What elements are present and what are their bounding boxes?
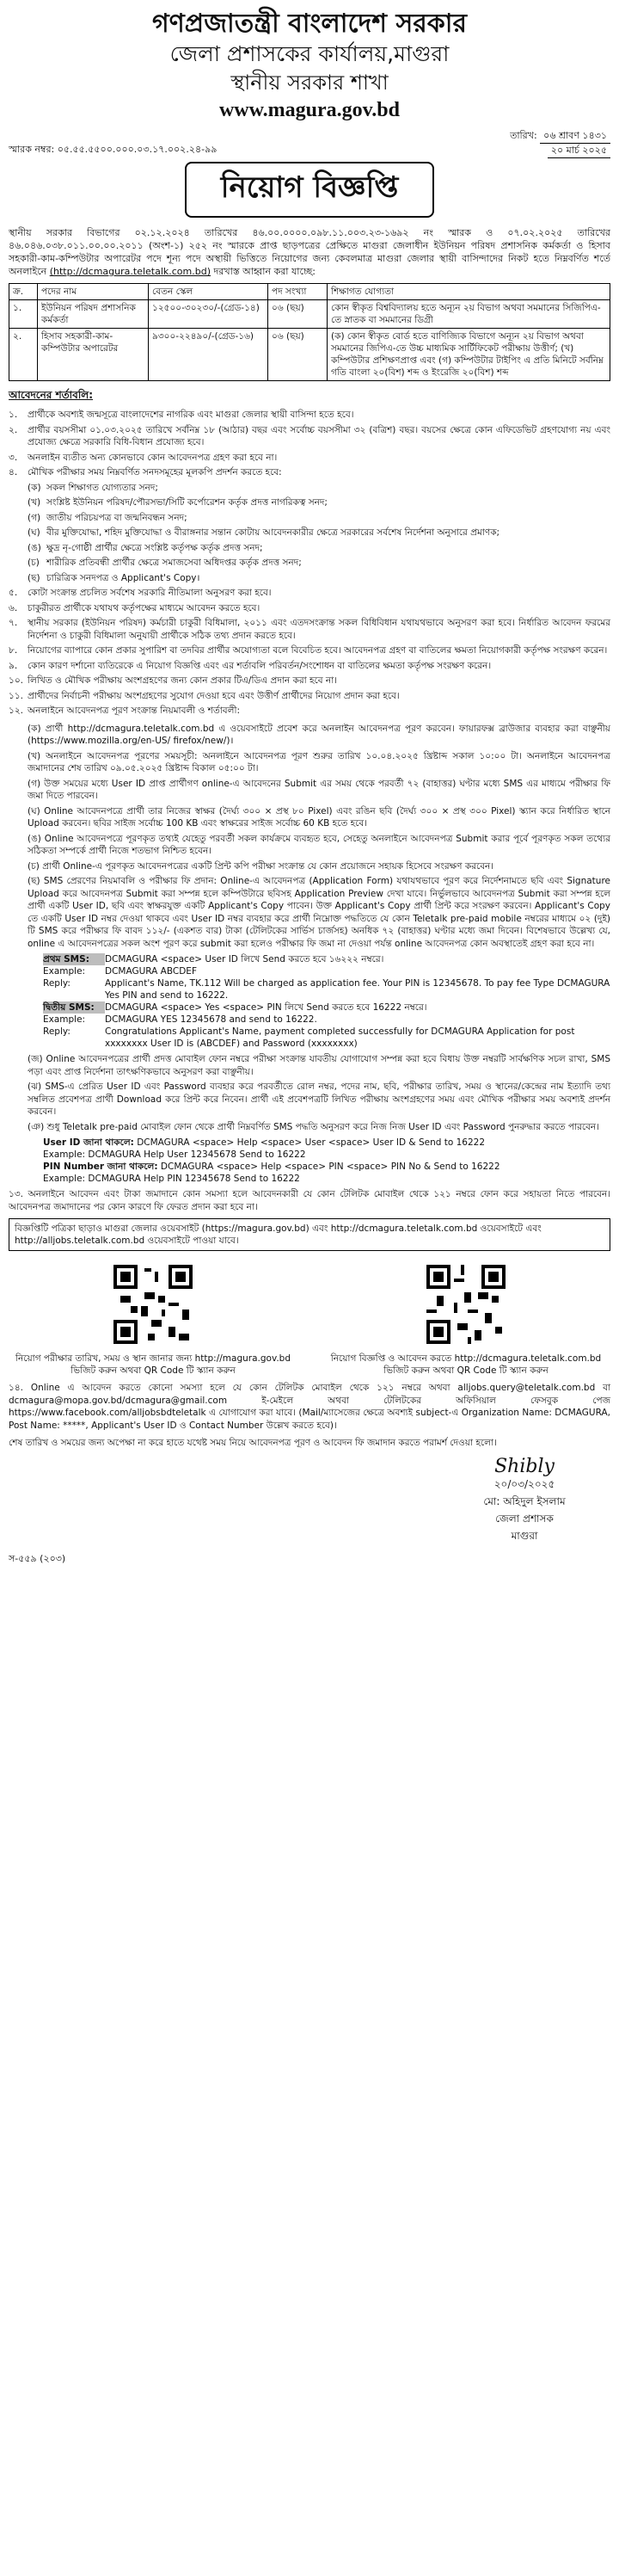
- intro-paragraph: [9, 226, 610, 278]
- item-text: প্রার্থীদের নির্বাচনী পরীক্ষায় অংশগ্রহণের সুযোগ দেওয়া হবে এবং উত্তীর্ণ প্রার্থীদের নিয়োগ প্রদান করা হবে।: [28, 690, 400, 701]
- item-text: শারীরিক প্রতিবন্ধী প্রার্থীর ক্ষেত্রে সমাজসেবা অধিদপ্তর কর্তৃক প্রদত্ত সনদ;: [46, 558, 302, 568]
- online-rule: (ঝ) SMS-এ প্রেরিত User ID এবং Password ব্যবহার করে পরবর্তীতে রোল নম্বর, পদের নাম, ছবি, পরীক্ষার তারিখ, সময় ও স্থানের/কেন্দ্রের নাম ইত্যাদি তথ্য সম্বলিত প্রবেশপত্র প্রার্থী Download করে প্রিন্ট করে নিবেন। প্রার্থী এই প্রবেশপত্রটি লিখিত পরীক্ষায় অংশগ্রহণের সময় এবং মৌখিক পরীক্ষার সময় অবশ্যই প্রদর্শন করবেন।: [28, 1082, 610, 1117]
- online-rule: (জ) Online আবেদনপত্রের প্রার্থী প্রদত্ত মোবাইল ফোন নম্বরে পরীক্ষা সংক্রান্ত যাবতীয় যোগাযোগ সম্পন্ন করা হবে বিধায় উক্ত নম্বরটি সার্বক্ষণিক সচল রাখা, SMS পড়া এবং প্রাপ্ত নির্দেশনা তাৎক্ষণিকভাবে অনুসরণ করা বাঞ্ছনীয়।: [28, 1054, 610, 1077]
- list-item: [9, 833, 610, 858]
- sms-row: [43, 1001, 610, 1014]
- qr-left: [9, 1256, 297, 1377]
- fee-note: [9, 1188, 610, 1213]
- item-number: ৭.: [9, 618, 18, 628]
- list-item: [9, 527, 610, 539]
- sms-row: [43, 1026, 610, 1050]
- date-label: তারিখ:: [510, 130, 537, 141]
- table-row: [9, 329, 610, 381]
- list-item: [9, 778, 610, 803]
- col-count: পদ সংখ্যা: [268, 284, 328, 300]
- branch-name: স্থানীয় সরকার শাখা: [230, 71, 389, 95]
- online-rule: (ঘ) Online আবেদনপত্রে প্রার্থী তার নিজের স্বাক্ষর (দৈর্ঘ্য ৩০০ × প্রস্থ ৮০ Pixel) এবং রঙিন ছবি (দৈর্ঘ্য ৩০০ × প্রস্থ ৩০০ Pixel) স্ক্যান করে নির্ধারিত স্থানে Upload করবেন। ছবির সাইজ সর্বোচ্চ 100 KB এবং স্বাক্ষরের সাইজ সর্বোচ্চ 60 KB হতে হবে।: [28, 805, 610, 829]
- item-number: ৬.: [9, 602, 18, 613]
- website-url[interactable]: www.magura.gov.bd: [218, 99, 401, 121]
- list-item: [9, 617, 610, 642]
- item-number: ১০.: [9, 675, 23, 686]
- list-item: [9, 660, 610, 673]
- sms-row: [43, 953, 610, 965]
- item-text: সকল শিক্ষাগত যোগ্যতার সনদ;: [46, 482, 158, 493]
- date-english: ২০ মার্চ ২০২৫: [548, 144, 610, 158]
- item-number: (ঘ): [28, 527, 40, 538]
- list-item: [9, 1081, 610, 1119]
- letterhead: [9, 9, 610, 124]
- item-number: (গ): [28, 512, 41, 523]
- date-bangla: ০৬ শ্রাবণ ১৪৩১: [540, 129, 610, 144]
- cell: ২.: [9, 329, 38, 381]
- memo-ref: স্মারক নম্বর: ০৫.৫৫.৫৫০০.০০০.০৩.১৭.০০২.২৪-৯৯: [9, 144, 218, 155]
- qr-left-caption: নিয়োগ পরীক্ষার তারিখ, সময় ও স্থান জানার জন্য http://magura.gov.bd ভিজিট করুন অথবা QR Code টি স্ক্যান করুন: [15, 1353, 291, 1376]
- sms-example-label: Example:: [43, 1014, 86, 1025]
- signatory: [438, 1458, 610, 1544]
- sms-reply2: Congratulations Applicant's Name, payment completed successfully for DCMAGURA Application for post xxxxxxxx User ID is (ABCDEF) and Password (xxxxxxxx): [105, 1026, 575, 1049]
- col-scale: বেতন স্কেল: [149, 284, 268, 300]
- item-text: বীর মুক্তিযোদ্ধা, শহিদ মুক্তিযোদ্ধা ও বীরাঙ্গনার সন্তান কোটায় আবেদনকারীর ক্ষেত্রে সরকারের সর্বশেষ নির্দেশনা অনুসারে প্রমাণক;: [46, 527, 500, 538]
- list-item: [9, 482, 610, 495]
- signature-block: [9, 1458, 610, 1544]
- item-number: (ঙ): [28, 542, 41, 553]
- list-item: [9, 1121, 610, 1134]
- list-item: [9, 875, 610, 950]
- item-text: ক্ষুদ্র নৃ-গোষ্ঠী প্রার্থীর ক্ষেত্রে সংশ্লিষ্ট কর্তৃপক্ষ কর্তৃক প্রদত্ত সনদ;: [46, 542, 263, 553]
- sms-first-text: DCMAGURA <space> User ID লিখে Send করতে হবে ১৬২২২ নম্বরে।: [105, 954, 384, 964]
- cell: ৯৩০০-২২৪৯০/-(গ্রেড-১৬): [149, 329, 268, 381]
- item-text: নিয়োগের ব্যাপারে কোন প্রকার সুপারিশ বা তদবির প্রার্থীর অযোগ্যতা বলে বিবেচিত হবে। আবেদনপত্র গ্রহণ বা বাতিলের ক্ষমতা নিয়োগকারী কর্তৃপক্ষ সংরক্ষণ করেন।: [28, 645, 608, 656]
- cell: ০৬ (ছয়): [268, 329, 328, 381]
- list-item: [9, 675, 610, 687]
- item-text: জাতীয় পরিচয়পত্র বা জন্মনিবন্ধন সনদ;: [46, 512, 187, 523]
- online-rule: (চ) প্রার্থী Online-এ পূরণকৃত আবেদনপত্রের একটি প্রিন্ট কপি পরীক্ষা সংক্রান্ত যে কোন প্রয়োজনে সহায়ক হিসেবে সংরক্ষণ করবেন।: [28, 860, 494, 872]
- signatory-place: মাগুরা: [511, 1530, 538, 1542]
- list-item: [9, 1053, 610, 1078]
- table-header-row: [9, 284, 610, 300]
- sms-first-label: প্রথম SMS:: [43, 953, 105, 965]
- item-number: ১১.: [9, 690, 23, 701]
- item-text: চারিত্রিক সনদপত্র ও Applicant's Copy।: [46, 572, 200, 583]
- list-item: [9, 644, 610, 657]
- online-rule: (গ) উক্ত সময়ের মধ্যে User ID প্রাপ্ত প্রার্থীগণ online-এ আবেদনের Submit এর সময় থেকে পরবর্তী ৭২ (বাহাত্তর) ঘণ্টার মধ্যে SMS এর মাধ্যমে পরীক্ষার ফি জমা দিতে পারবেন।: [28, 778, 610, 801]
- signature: Shibly: [494, 1456, 555, 1477]
- pin-example: Example: DCMAGURA Help PIN 12345678 Send to 16222: [43, 1174, 300, 1184]
- list-item: [9, 512, 610, 525]
- list-item: [9, 572, 610, 585]
- signatory-name: মো: অহিদুল ইসলাম: [483, 1495, 566, 1507]
- contact-text: ১৪. Online এ আবেদন করতে কোনো সমস্যা হলে যে কোন টেলিটক মোবাইল থেকে ১২১ নম্বরে অথবা alljobs.query@teletalk.com.bd বা dcmagura@mopa.gov.bd/dcmagura@gmail.com ই-মেইলে অথবা টেলিটকের অফিসিয়াল ফেসবুক পেজ https://www.facebook.com/alljobsbdteletalk এ যোগাযোগ করা যাবে। (Mail/ম্যাসেজের ক্ষেত্রে অবশ্যই subject-এ Organization Name: DCMAGURA, Post Name: *****, Applicant's User ID ও Contact Number উল্লেখ করতে হবে)।: [9, 1383, 610, 1431]
- sms-example-label: Example:: [43, 966, 86, 977]
- item-number: ১.: [9, 410, 18, 420]
- list-item: [9, 496, 610, 509]
- office-name: জেলা প্রশাসকের কার্যালয়,মাগুরা: [169, 41, 450, 66]
- list-item: [9, 805, 610, 830]
- sms-example2: DCMAGURA YES 12345678 and send to 16222.: [105, 1014, 317, 1025]
- memo-line: [9, 129, 610, 158]
- online-rule: (খ) অনলাইনে আবেদনপত্র পূরণের সময়সূচী: অনলাইনে আবেদনপত্র পূরণ শুরুর তারিখ ১০.০৪.২০২৫ খ্রিষ্টাব্দ সকাল ১০:০০ টা। অনলাইনে আবেদনপত্র জমাদানের শেষ তারিখ ০৯.০৫.২০২৫ খ্রিষ্টাব্দ বিকাল ০৫:০০ টা।: [28, 750, 610, 773]
- page-title: নিয়োগ বিজ্ঞপ্তি: [185, 162, 435, 218]
- online-rule: (ছ) SMS প্রেরণের নিয়মাবলি ও পরীক্ষার ফি প্রদান: Online-এ আবেদনপত্র (Application Form) যথাযথভাবে পূরণ করে নির্দেশনামতে ছবি এবং Signature Upload করে আবেদনপত্র Submit করা সম্পন্ন হলে কম্পিউটারে ছবিসহ Application Preview দেখা যাবে। নির্ভুলভাবে আবেদনপত্র Submit করা সম্পন্ন হলে প্রার্থী একটি User ID, ছবি এবং স্বাক্ষরযুক্ত একটি Applicant's Copy পাবেন। উক্ত Applicant's Copy প্রার্থী প্রিন্ট করে সংরক্ষণ করবেন। Applicant's Copy তে একটি User ID নম্বর দেওয়া থাকবে এবং User ID নম্বর ব্যবহার করে প্রার্থী নিম্নোক্ত পদ্ধতিতে যে কোন Teletalk pre-paid mobile নম্বরের মাধ্যমে ০২ (দুই) টি SMS করে পরীক্ষার ফি বাবদ ১১২/- (একশত বার) টাকা (টেলিটকের সার্ভিস চার্জসহ) অনধিক ৭২ (বাহাত্তর) ঘণ্টার মধ্যে জমা দিবেন। বিশেষভাবে উল্লেখ্য যে, online এ আবেদনপত্রের সকল অংশ পূরণ করে submit করা হলেও পরীক্ষার ফি জমা না দেওয়া পর্যন্ত online আবেদনপত্র কোন অবস্থাতেই গ্রহণ করা হবে না।: [28, 876, 610, 949]
- last-note: [9, 1437, 610, 1451]
- govt-name: গণপ্রজাতন্ত্রী বাংলাদেশ সরকার: [152, 9, 467, 39]
- footer-code: স-৫৫৯ (২০৩): [9, 1553, 66, 1564]
- col-qualification: শিক্ষাগত যোগ্যতা: [328, 284, 610, 300]
- cell: হিসাব সহকারী-কাম-কম্পিউটার অপারেটর: [38, 329, 149, 381]
- item-text: সংশ্লিষ্ট ইউনিয়ন পরিষদ/পৌরসভা/সিটি কর্পোরেশন কর্তৃক প্রদত্ত নাগরিকত্ব সনদ;: [46, 497, 328, 508]
- list-item: [9, 602, 610, 615]
- item-number: ৯.: [9, 660, 18, 671]
- item-number: (ছ): [28, 572, 40, 583]
- list-item: [9, 466, 610, 479]
- sms-second-text: DCMAGURA <space> Yes <space> PIN লিখে Send করতে হবে 16222 নম্বরে।: [105, 1002, 427, 1013]
- item-number: ৮.: [9, 645, 18, 656]
- item-number: (ক): [28, 482, 41, 493]
- list-item: [9, 690, 610, 703]
- sms-reply-label: Reply:: [43, 978, 70, 989]
- item-number: ১২.: [9, 706, 23, 716]
- last-note-text: শেষ তারিখ ও সময়ের জন্য অপেক্ষা না করে হাতে যথেষ্ট সময় নিয়ে আবেদনপত্র পূরণ ও আবেদন ফি জমাদান করতে পরামর্শ দেওয়া হলো।: [9, 1438, 497, 1448]
- cell: কোন স্বীকৃত বিশ্ববিদ্যালয় হতে অন্যূন ২য় বিভাগ অথবা সমমানের সিজিপিএ-তে স্নাতক বা সমমানের ডিগ্রী: [328, 300, 610, 329]
- cell: (ক) কোন স্বীকৃত বোর্ড হতে বাণিজ্যিক বিভাগে অন্যূন ২য় বিভাগ অথবা সমমানের জিপিএ-তে উচ্চ মাধ্যমিক সার্টিফিকেট পরীক্ষায় উত্তীর্ণ; (খ) কম্পিউটার প্রশিক্ষণপ্রাপ্ত এবং (গ) কম্পিউটার টাইপিং এ প্রতি মিনিটে সর্বনিম্ন গতি বাংলা ২০(বিশ) শব্দ ও ইংরেজি ২০(বিশ) শব্দ: [328, 329, 610, 381]
- signature-date: ২০/০৩/২০২৫: [493, 1478, 555, 1490]
- conditions-list: [9, 409, 610, 950]
- availability-box: [9, 1218, 610, 1251]
- cell: ০৬ (ছয়): [268, 300, 328, 329]
- sms-row: [43, 1014, 610, 1026]
- box-note-text: বিজ্ঞপ্তিটি পত্রিকা ছাড়াও মাগুরা জেলার ওয়েবসাইট (https://magura.gov.bd) এবং http://dcmagura.teletalk.com.bd ওয়েবসাইটে এবং http://alljobs.teletalk.com.bd ওয়েবসাইটে পাওয়া যাবে।: [15, 1223, 542, 1246]
- item-text: স্থানীয় সরকার (ইউনিয়ন পরিষদ) কর্মচারী চাকুরী বিধিমালা, ২০১১ এবং এতদসংক্রান্ত সকল বিধিবিধান যথাযথভাবে অনুসরণ করা হবে। নির্ধারিত আবেদন ফরমের নির্দেশনা ও চাকুরী বিধিমালা অনুযায়ী প্রার্থীকে সঠিক তথ্য প্রদান করতে হবে।: [28, 618, 610, 641]
- list-item: [9, 860, 610, 873]
- pin-label: PIN Number জানা থাকলে:: [43, 1162, 158, 1172]
- table-row: [9, 300, 610, 329]
- item-number: (খ): [28, 497, 41, 508]
- sms-instructions: [43, 953, 610, 1050]
- item-text: প্রার্থীকে অবশ্যই জন্মসূত্রে বাংলাদেশের নাগরিক এবং মাগুরা জেলার স্থায়ী বাসিন্দা হতে হবে।: [28, 410, 354, 420]
- contact-note: [9, 1382, 610, 1432]
- item-number: ৪.: [9, 467, 18, 478]
- uid-example: Example: DCMAGURA Help User 12345678 Send to 16222: [43, 1149, 306, 1160]
- qr-right-caption: নিয়োগ বিজ্ঞপ্তি ও আবেদন করতে http://dcmagura.teletalk.com.bd ভিজিট করুন অথবা QR Code টি স্ক্যান করুন: [330, 1353, 602, 1376]
- intro-link[interactable]: (http://dcmagura.teletalk.com.bd): [49, 266, 211, 277]
- fee-note-text: ১৩. অনলাইনে আবেদন এবং টাকা জমাদানে কোন সমস্যা হলে আবেদনকারী যে কোন টেলিটক মোবাইল থেকে ১২১ নম্বরে ফোন করে সহায়তা নিতে পারবেন। আবেদনপত্র জমাদানের পর কোন কারণে ফি ফেরত প্রদান করা হবে না।: [9, 1189, 610, 1212]
- item-text: অনলাইনে আবেদনপত্র পূরণ সংক্রান্ত নিয়মাবলী ও শর্তাবলী:: [28, 706, 240, 716]
- item-number: (চ): [28, 558, 40, 568]
- sms-reply-label: Reply:: [43, 1026, 70, 1037]
- posts-table: [9, 283, 610, 381]
- list-item: [9, 424, 610, 449]
- online-rule: (ঞ) শুধু Teletalk pre-paid মোবাইল ফোন থেকে প্রার্থী নিম্নবর্ণিত SMS পদ্ধতি অনুসরণ করে নিজ নিজ User ID এবং Password পুনরুদ্ধার করতে পারবেন।: [28, 1121, 599, 1132]
- list-item: [9, 542, 610, 555]
- item-text: মৌখিক পরীক্ষার সময় নিম্নবর্ণিত সনদসমূহের মূলকপি প্রদর্শন করতে হবে:: [28, 467, 282, 478]
- col-post: পদের নাম: [38, 284, 149, 300]
- item-text: অনলাইন ব্যতীত অন্য কোনভাবে কোন আবেদনপত্র গ্রহণ করা হবে না।: [28, 452, 278, 463]
- item-text: কোটা সংক্রান্ত প্রচলিত সর্বশেষ সরকারি নীতিমালা অনুসরণ করা হবে।: [28, 588, 272, 598]
- list-item: [9, 723, 610, 748]
- qr-code-icon[interactable]: [423, 1261, 509, 1347]
- item-number: ৩.: [9, 452, 18, 463]
- online-rule: (ঙ) Online আবেদনপত্রে পূরণকৃত তথ্যই যেহেতু পরবর্তী সকল কার্যক্রমে ব্যবহৃত হবে, সেহেতু অনলাইনে আবেদনপত্র Submit করার পূর্বে পূরণকৃত সকল তথ্যের সঠিকতা সম্পর্কে প্রার্থী নিজে শতভাগ নিশ্চিত হবেন।: [28, 833, 610, 856]
- cell: ইউনিয়ন পরিষদ প্রশাসনিক কর্মকর্তা: [38, 300, 149, 329]
- qr-section: [9, 1256, 610, 1377]
- list-item: [9, 409, 610, 422]
- sms-reply1: Applicant's Name, TK.112 Will be charged as application fee. Your PIN is 12345678. To pay fee Type DCMAGURA Yes PIN and send to 16222.: [105, 978, 610, 1001]
- item-number: ৫.: [9, 588, 18, 598]
- list-item: [9, 705, 610, 718]
- list-item: [9, 557, 610, 570]
- signatory-designation: জেলা প্রশাসক: [495, 1513, 554, 1525]
- item-text: প্রার্থীর বয়সসীমা ০১.০৩.২০২৫ তারিখে সর্বনিম্ন ১৮ (আঠার) বছর এবং সর্বোচ্চ বয়সসীমা ৩২ (বত্রিশ) বছর। বয়সের ক্ষেত্রে কোন এফিডেভিট গ্রহণযোগ্য নয় এবং প্রযোজ্য ক্ষেত্রে সরকারি বিধি-বিধান প্রযোজ্য হবে।: [28, 424, 610, 447]
- conditions-heading: আবেদনের শর্তাবলি:: [9, 389, 94, 401]
- sms-row: [43, 965, 610, 977]
- item-text: কোন কারণ দর্শানো ব্যতিরেকে এ নিয়োগ বিজ্ঞপ্তি এবং এর শর্তাবলি পরিবর্তন/সংশোধন বা বাতিলের ক্ষমতা কর্তৃপক্ষ সংরক্ষণ করেন।: [28, 660, 492, 671]
- notice-page: [9, 0, 610, 1568]
- uid-label: User ID জানা থাকলে:: [43, 1137, 134, 1148]
- online-rule: (ক) প্রার্থী http://dcmagura.teletalk.com.bd এ ওয়েবসাইটে প্রবেশ করে অনলাইন আবেদনপত্র পূরণ করবেন। ফায়ারফক্স ব্রাউজার ব্যবহার করা বাঞ্ছনীয় (https://www.mozilla.org/en-US/ firefox/new/)।: [28, 723, 610, 746]
- list-item: [9, 587, 610, 600]
- intro-end: দরখাস্ত আহ্বান করা যাচ্ছে:: [211, 266, 316, 277]
- list-item: [9, 452, 610, 465]
- list-item: [9, 750, 610, 775]
- item-text: চাকুরীরত প্রার্থীকে যথাযথ কর্তৃপক্ষের মাধ্যমে আবেদন করতে হবে।: [28, 602, 260, 613]
- intro-text: স্থানীয় সরকার বিভাগের ০২.১২.২০২৪ তারিখের ৪৬.০০.০০০০.০৯৮.১১.০০৩.২৩-১৬৯২ নং স্মারক ও ০৭.০২.২০২৫ তারিখের ৪৬.০৪৬.০৩৮.০১১.০০.০০.২০১১ (অংশ-১) ২৫২ নং স্মারকে প্রাপ্ত ছাড়পত্রের প্রেক্ষিতে মাগুরা জেলাধীন ইউনিয়ন পরিষদ প্রশাসনিক কর্মকর্তা ও হিসাব সহকারী-কাম-কম্পিউটার অপারেটর পদে শূন্য পদে অস্থায়ী ভিত্তিতে নিয়োগের জন্য কেবলমাত্র মাগুরা জেলার স্থায়ী বাসিন্দাদের নিকট হতে নিম্নবর্ণিত শর্তে অনলাইনে: [9, 227, 610, 277]
- uid-text: DCMAGURA <space> Help <space> User <space> User ID & Send to 16222: [137, 1137, 486, 1148]
- recover-instructions: [43, 1137, 610, 1185]
- qr-code-icon[interactable]: [110, 1261, 196, 1347]
- sms-row: [43, 977, 610, 1001]
- col-serial: ক্র.: [9, 284, 38, 300]
- memo-dates: [510, 129, 610, 158]
- qr-right: [322, 1256, 610, 1377]
- cell: ১.: [9, 300, 38, 329]
- pin-text: DCMAGURA <space> Help <space> PIN <space> PIN No & Send to 16222: [160, 1162, 500, 1172]
- item-text: লিখিত ও মৌখিক পরীক্ষায় অংশগ্রহণের জন্য কোন প্রকার টিএ/ডিএ প্রদান করা হবে না।: [28, 675, 337, 686]
- sms-example1: DCMAGURA ABCDEF: [105, 966, 197, 977]
- cell: ১২৫০০-৩০২৩০/-(গ্রেড-১৪): [149, 300, 268, 329]
- online-rules-2: [9, 1053, 610, 1133]
- item-number: ২.: [9, 424, 18, 435]
- sms-second-label: দ্বিতীয় SMS:: [43, 1001, 105, 1014]
